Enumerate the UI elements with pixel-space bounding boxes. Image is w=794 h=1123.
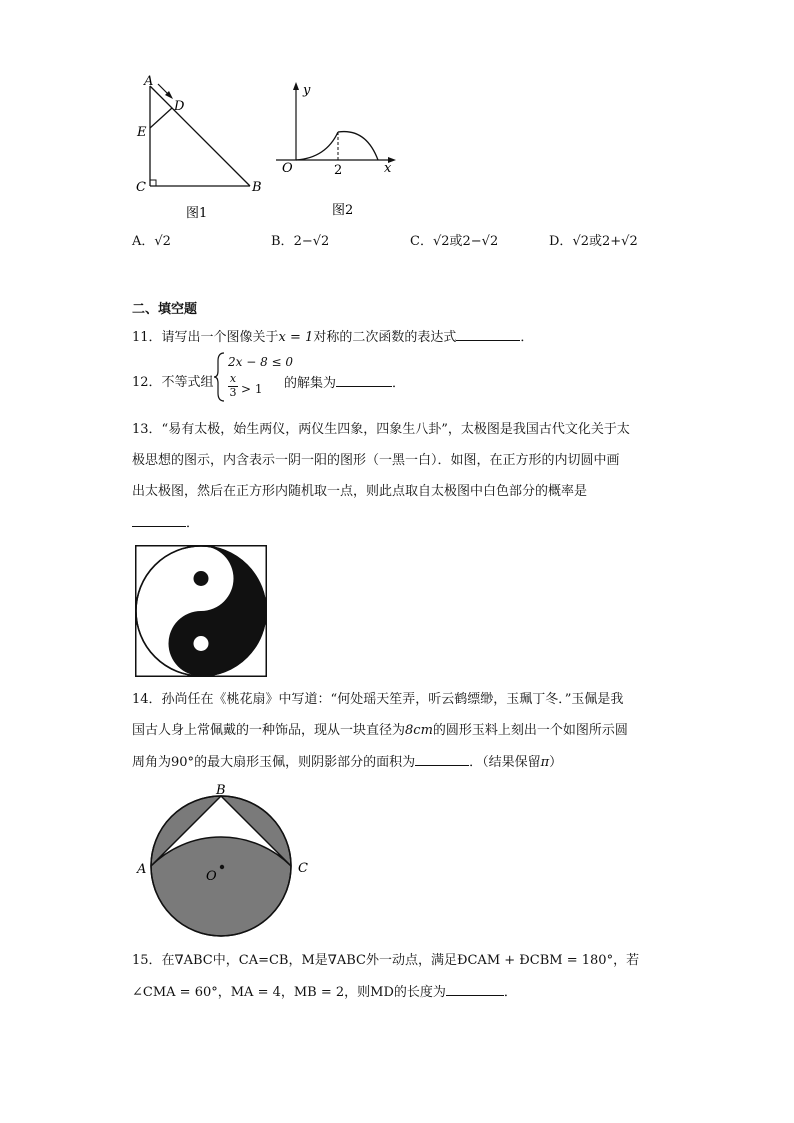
q11-math: x = 1 (278, 330, 314, 345)
q14-line1: 14．孙尚任在《桃花扇》中写道：“何处瑶天笙弄，听云鹤缥缈，玉珮丁冬．”玉佩是我 (132, 692, 624, 707)
q14-line3-pi: π (540, 755, 550, 770)
q14-line2-b: 的圆形玉料上刻出一个如图所示圆 (432, 723, 628, 738)
fig2-label-o: O (282, 161, 293, 176)
q14-line3-m: 90° (171, 755, 195, 770)
question-11 (132, 328, 533, 347)
option-d[interactable] (549, 233, 638, 251)
q14-answer-blank[interactable] (415, 753, 469, 766)
option-b-text: 2−√2 (293, 234, 330, 249)
q14-line3-b: 的最大扇形玉佩，则阴影部分的面积为 (194, 755, 416, 770)
fig14-label-c: C (298, 861, 308, 876)
fig1-label-c: C (136, 180, 146, 195)
option-d-letter: D． (549, 234, 573, 249)
taiji-figure (135, 545, 267, 677)
question-14-line2 (132, 722, 628, 740)
q13-line2: 极思想的图示，内含表示一阴一阳的图形（一黑一白）．如图，在正方形的内切圆中画 (132, 453, 620, 468)
q12-frac-num: x (229, 372, 237, 385)
fig2-label-2: 2 (334, 163, 343, 178)
q12-end: ． (392, 376, 406, 391)
q11-answer-blank[interactable] (456, 328, 520, 341)
option-c-letter: C． (410, 234, 433, 249)
q12-line1: 2x − 8 ≤ 0 (228, 355, 294, 369)
fig1-label-b: B (252, 180, 262, 195)
option-b[interactable] (271, 233, 329, 251)
option-d-text: √2或2+√2 (572, 234, 638, 249)
question-13-answer (132, 514, 199, 533)
section-title: 二、填空题 (132, 302, 198, 317)
q14-line2-a: 国古人身上常佩戴的一种饰品，现从一块直径为 (132, 723, 406, 738)
fig2-caption: 图2 (332, 203, 354, 218)
q14-line3-c: ．（结果保留 (469, 755, 541, 770)
q13-answer-blank[interactable] (132, 514, 186, 527)
q15-line2-end: ． (503, 985, 517, 1000)
q12-brace (214, 351, 226, 403)
fig2-label-x: x (384, 161, 392, 176)
option-a-letter: A． (132, 234, 155, 249)
q15-line2-a: ∠CMA = 60°，MA = 4，MB = 2，则MD的长度为 (132, 985, 446, 1000)
option-a-text: √2 (154, 234, 171, 249)
q14-line3-a: 周角为 (132, 755, 172, 770)
fig1-caption: 图1 (186, 206, 208, 221)
option-c[interactable] (410, 233, 498, 251)
fig1-label-d: D (174, 99, 185, 114)
question-15-line2 (132, 983, 517, 1002)
q11-end: ． (520, 330, 534, 345)
q11-pre: 11．请写出一个图像关于 (132, 330, 279, 345)
fig14-label-o: O (206, 869, 217, 884)
fig2-label-y: y (303, 83, 311, 98)
q14-line3-d: ） (549, 755, 563, 770)
option-c-text: √2或2−√2 (432, 234, 499, 249)
fig14-label-a: A (137, 862, 147, 877)
q13-end: ． (186, 516, 200, 531)
q13-line3: 出太极图，然后在正方形内随机取一点，则此点取自太极图中白色部分的概率是 (132, 484, 588, 499)
q14-line2-m: 8cm (405, 723, 433, 738)
q15-line1: 15．在∇ABC中，CA=CB，M是∇ABC外一动点，满足ÐCAM + ÐCBM = 180°，若 (132, 953, 640, 968)
fig1-label-e: E (137, 125, 147, 140)
taiji-white-dot (194, 636, 209, 651)
q12-line2-rest: > 1 (241, 382, 263, 396)
fig14-label-b: B (216, 783, 226, 798)
question-14-line3 (132, 753, 562, 772)
option-a[interactable] (132, 233, 171, 251)
q15-answer-blank[interactable] (446, 983, 504, 996)
fig1-label-a: A (144, 74, 154, 89)
figure-2-graph (272, 78, 402, 223)
q13-line1: 13．“易有太极，始生两仪，两仪生四象，四象生八卦”，太极图是我国古代文化关于太 (132, 422, 630, 437)
q12-post: 的解集为 (284, 376, 337, 391)
option-b-letter: B． (271, 234, 294, 249)
taiji-black-dot (194, 571, 209, 586)
q12-frac-den: 3 (229, 386, 237, 399)
question-12-tail (284, 374, 405, 393)
q11-post: 对称的二次函数的表达式 (313, 330, 457, 345)
jade-pendant-figure (130, 780, 320, 938)
q12-answer-blank[interactable] (336, 374, 392, 387)
q12-pre: 12．不等式组 (132, 375, 214, 390)
figure-1-triangle (130, 70, 270, 230)
